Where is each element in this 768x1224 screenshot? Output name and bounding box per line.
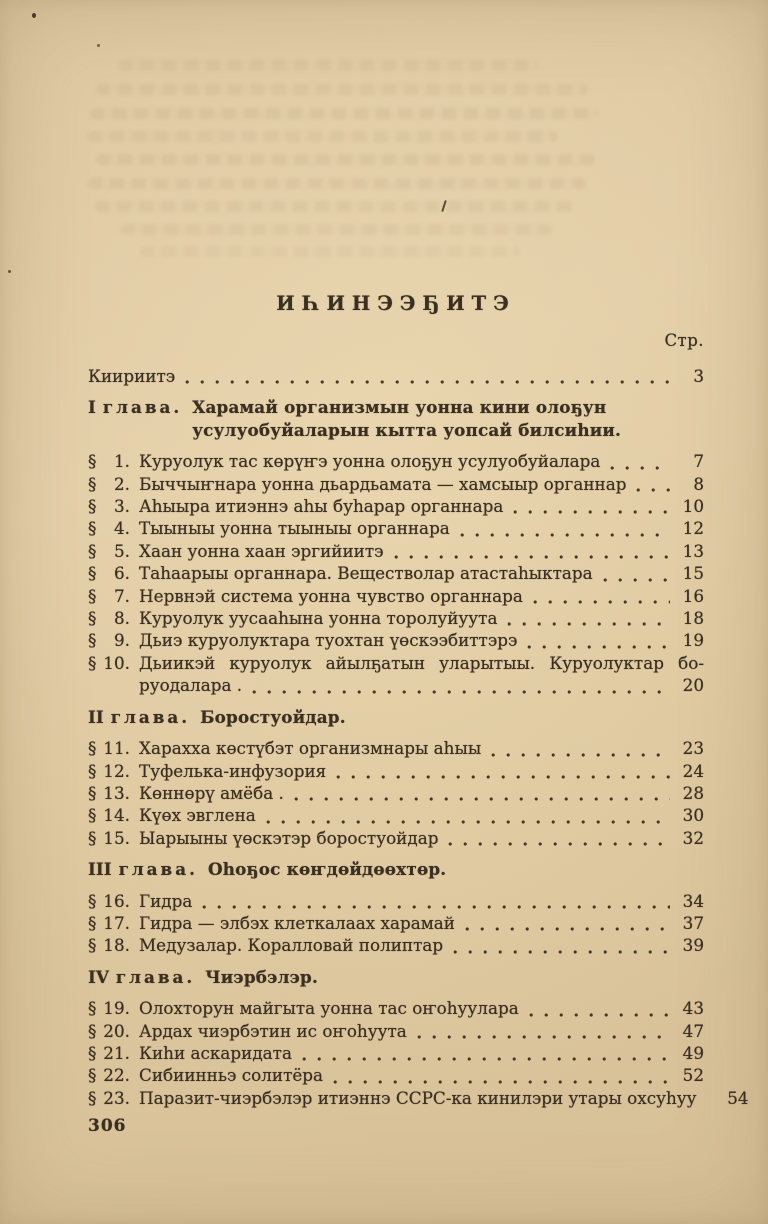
toc-entry <box>88 517 704 539</box>
entry-section-symbol: § <box>88 805 97 826</box>
entry-section-symbol: § <box>88 998 97 1019</box>
entry-section-symbol: § <box>88 451 97 472</box>
entry-title: Киһи аскаридата <box>139 1042 292 1063</box>
entry-title: Гидра <box>139 890 193 911</box>
entry-title: Медузалар. Коралловай полиптар <box>139 935 444 956</box>
toc-entry <box>88 827 704 849</box>
entry-number: 21. <box>103 1042 130 1063</box>
chapter-title: Харамай организмын уонна кини олоҕун усулуобуйаларын кытта уопсай билсиһии. <box>192 397 622 440</box>
entry-number: 2. <box>113 473 130 494</box>
chapter-label: глава. <box>110 706 191 727</box>
toc-entry <box>88 737 704 759</box>
entry-section-symbol: § <box>88 912 97 933</box>
entry-title: Паразит-чиэрбэлэр итиэннэ ССРС-ка кинилэри утары охсуһуу <box>139 1087 697 1108</box>
entry-section-symbol: § <box>88 518 97 539</box>
dot-leader <box>527 638 670 652</box>
entry-page-number: 13 <box>682 540 704 561</box>
toc-entry <box>88 562 704 584</box>
dot-leader <box>302 1050 670 1064</box>
entry-title: Көннөрү амёба . <box>139 782 284 803</box>
dot-leader <box>460 526 670 540</box>
entry-number: 1. <box>113 451 130 472</box>
entry-title: Хаан уонна хаан эргийиитэ <box>139 540 384 561</box>
entry-page-number: 43 <box>682 998 704 1019</box>
entry-title: Харахха көстүбэт организмнары аһыы <box>139 738 482 759</box>
entry-section-symbol: § <box>88 827 97 848</box>
chapter-label: глава. <box>118 859 198 880</box>
toc-entry <box>88 1042 704 1064</box>
entry-number: 12. <box>103 760 130 781</box>
dot-leader <box>636 481 670 495</box>
chapter-label: глава. <box>102 397 183 418</box>
toc-entry <box>88 912 704 934</box>
entry-page-number: 54 <box>727 1087 749 1108</box>
folio-page-number: 306 <box>88 1116 127 1137</box>
chapter-heading <box>88 858 704 880</box>
entry-page-number: 23 <box>682 738 704 759</box>
entry-page-number: 28 <box>682 782 704 803</box>
entry-title: Күөх эвглена <box>139 805 256 826</box>
page-column-header: Стр. <box>664 331 704 350</box>
toc-entry <box>88 1020 704 1042</box>
entry-number: 17. <box>103 912 130 933</box>
chapter-number: III <box>88 859 112 880</box>
toc-entry <box>88 997 704 1019</box>
entry-page-number: 39 <box>682 935 704 956</box>
toc-entry <box>88 365 704 387</box>
entry-page-number: 8 <box>693 473 704 494</box>
dot-leader <box>491 746 670 760</box>
chapter-heading <box>88 706 704 728</box>
entry-page-number: 32 <box>682 827 704 848</box>
dot-leader <box>453 943 670 957</box>
entry-section-symbol: § <box>88 608 97 629</box>
entry-title: Туфелька-инфузория <box>139 760 327 781</box>
entry-page-number: 24 <box>682 760 704 781</box>
entry-section-symbol: § <box>88 1087 97 1108</box>
entry-title: Дьиэ куруолуктара туохтан үөскээбиттэрэ <box>139 630 518 651</box>
chapter-title: Оһоҕос көҥдөйдөөхтөр. <box>207 859 447 880</box>
toc-entry <box>88 585 704 607</box>
toc-entry <box>88 629 704 651</box>
dot-leader <box>707 1095 715 1109</box>
entry-section-symbol: § <box>88 652 97 673</box>
entry-title: Ардах чиэрбэтин ис оҥоһуута <box>139 1020 407 1041</box>
entry-section-symbol: § <box>88 496 97 517</box>
toc-entry <box>88 1087 749 1109</box>
entry-page-number: 10 <box>682 496 704 517</box>
entry-title-continued: руодалара . <box>139 675 243 696</box>
entry-page-number: 16 <box>682 585 704 606</box>
dot-leader <box>529 1006 670 1020</box>
entry-section-symbol: § <box>88 738 97 759</box>
entry-number: 19. <box>103 998 130 1019</box>
entry-section-symbol: § <box>88 935 97 956</box>
dot-leader <box>603 571 670 585</box>
toc-entry <box>88 760 704 782</box>
toc-entry <box>88 890 704 912</box>
chapter-heading <box>88 396 704 441</box>
entry-page-number: 15 <box>682 563 704 584</box>
entry-title: Нервнэй система уонна чувство органнара <box>139 585 523 606</box>
entry-number: 11. <box>103 738 130 759</box>
toc-entry <box>88 450 704 472</box>
entry-title: Тыыныы уонна тыыныы органнара <box>139 518 450 539</box>
entry-title: Аһыыра итиэннэ аһы буһарар органнара <box>139 496 504 517</box>
toc-entry <box>88 804 704 826</box>
dot-leader <box>266 813 670 827</box>
dot-leader <box>252 683 670 697</box>
entry-page-number: 7 <box>693 451 704 472</box>
table-of-contents <box>88 365 749 1109</box>
dot-leader <box>336 768 670 782</box>
entry-page-number: 49 <box>682 1042 704 1063</box>
entry-section-symbol: § <box>88 563 97 584</box>
entry-section-symbol: § <box>88 890 97 911</box>
entry-section-symbol: § <box>88 473 97 494</box>
dot-leader <box>533 593 670 607</box>
entry-section-symbol: § <box>88 1042 97 1063</box>
entry-title: Дьиикэй куруолук айылҕатын уларытыы. Куруолуктар бо- <box>139 652 704 673</box>
entry-page-number: 52 <box>682 1065 704 1086</box>
toc-entry <box>88 1064 704 1086</box>
entry-section-symbol: § <box>88 1020 97 1041</box>
entry-number: 15. <box>103 827 130 848</box>
chapter-heading <box>88 966 704 988</box>
entry-page-number: 3 <box>693 366 704 386</box>
entry-number: 16. <box>103 890 130 911</box>
entry-title: Куруолук тас көрүҥэ уонна олоҕун усулуобуйалара <box>139 451 601 472</box>
entry-number: 13. <box>103 782 130 803</box>
chapter-number: IV <box>88 966 109 987</box>
toc-entry <box>88 652 704 674</box>
entry-title: Сибиинньэ солитёра <box>139 1065 324 1086</box>
toc-entry <box>88 473 704 495</box>
entry-page-number: 30 <box>682 805 704 826</box>
entry-page-number: 20 <box>682 675 704 696</box>
entry-number: 10. <box>103 652 130 673</box>
entry-title: Куруолук уусааһына уонна торолуйуута <box>139 608 498 629</box>
entry-number: 20. <box>103 1020 130 1041</box>
entry-number: 18. <box>103 935 130 956</box>
toc-entry <box>88 495 704 517</box>
entry-number: 14. <box>103 805 130 826</box>
dot-leader <box>465 920 670 934</box>
entry-number: 23. <box>103 1087 130 1108</box>
dot-leader <box>417 1028 670 1042</box>
entry-number: 22. <box>103 1065 130 1086</box>
entry-number: 6. <box>113 563 130 584</box>
entry-number: 4. <box>113 518 130 539</box>
entry-title: Гидра — элбэх клеткалаах харамай <box>139 912 455 933</box>
chapter-title: Чиэрбэлэр. <box>205 966 319 987</box>
chapter-number: I <box>88 397 96 418</box>
entry-title: Киириитэ <box>88 366 176 386</box>
dot-leader <box>394 548 670 562</box>
dot-leader <box>333 1073 670 1087</box>
entry-page-number: 47 <box>682 1020 704 1041</box>
entry-section-symbol: § <box>88 540 97 561</box>
entry-title: Таһаарыы органнара. Веществолар атастаһыктара <box>139 563 593 584</box>
dot-leader <box>507 615 670 629</box>
toc-entry-continuation <box>88 674 704 696</box>
entry-title: Ыарыыны үөскэтэр боростуойдар <box>139 827 439 848</box>
entry-section-symbol: § <box>88 760 97 781</box>
chapter-label: глава. <box>115 966 196 987</box>
entry-page-number: 19 <box>682 630 704 651</box>
toc-entry <box>88 782 704 804</box>
entry-number: 9. <box>113 630 130 651</box>
chapter-number: II <box>88 706 104 727</box>
toc-entry <box>88 607 704 629</box>
dot-leader <box>185 373 670 387</box>
chapter-title: Боростуойдар. <box>200 706 346 727</box>
entry-number: 3. <box>113 496 130 517</box>
entry-section-symbol: § <box>88 782 97 803</box>
entry-page-number: 34 <box>682 890 704 911</box>
entry-page-number: 18 <box>682 608 704 629</box>
entry-page-number: 12 <box>682 518 704 539</box>
entry-number: 7. <box>113 585 130 606</box>
entry-title: Быччыҥнара уонна дьардьамата — хамсыыр органнар <box>139 473 627 494</box>
entry-section-symbol: § <box>88 630 97 651</box>
dot-leader <box>513 503 670 517</box>
entry-number: 5. <box>113 540 130 561</box>
entry-title: Олохторун майгыта уонна тас оҥоһуулара <box>139 998 519 1019</box>
entry-number: 8. <box>113 608 130 629</box>
dot-leader <box>202 898 670 912</box>
dot-leader <box>610 459 670 473</box>
entry-section-symbol: § <box>88 1065 97 1086</box>
entry-section-symbol: § <box>88 585 97 606</box>
toc-entry <box>88 934 704 956</box>
dot-leader <box>448 835 670 849</box>
page-title: ИҺИНЭЭҔИТЭ <box>276 292 516 315</box>
entry-page-number: 37 <box>682 912 704 933</box>
toc-entry <box>88 540 704 562</box>
dot-leader <box>294 790 670 804</box>
